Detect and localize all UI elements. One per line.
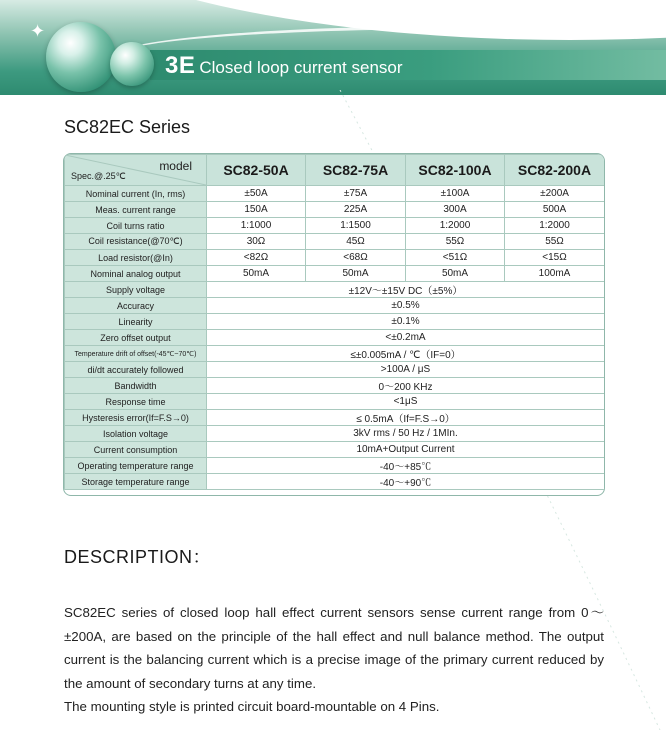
description-paragraph: SC82EC series of closed loop hall effect current sensors sense current range from 0～±200A, are based on the principle of the hall effect and null balance method. The output current is the balancing current which is a precise image of the primary current reduced by the amount of secondary turns at any time. xyxy=(64,605,604,691)
spec-value: 55Ω xyxy=(406,234,505,250)
spec-value: 45Ω xyxy=(306,234,406,250)
param-label: Current consumption xyxy=(65,442,207,458)
table-row xyxy=(65,298,605,314)
spec-value: ±75A xyxy=(306,186,406,202)
spec-value: ≤ 0.5mA（If=F.S→0） xyxy=(207,410,605,426)
table-row xyxy=(65,266,605,282)
spec-value: ±100A xyxy=(406,186,505,202)
spec-value: <51Ω xyxy=(406,250,505,266)
table-row xyxy=(65,410,605,426)
param-label: Nominal analog output xyxy=(65,266,207,282)
param-label: Linearity xyxy=(65,314,207,330)
spec-value: 1:2000 xyxy=(406,218,505,234)
table-row xyxy=(65,442,605,458)
table-row xyxy=(65,186,605,202)
table-row xyxy=(65,362,605,378)
param-label: Load resistor(@In) xyxy=(65,250,207,266)
spec-value: 1:1000 xyxy=(207,218,306,234)
series-title: SC82EC Series xyxy=(64,117,191,137)
param-label: Isolation voltage xyxy=(65,426,207,442)
table-row xyxy=(65,458,605,474)
spec-value: <82Ω xyxy=(207,250,306,266)
spec-value: -40～+90℃ xyxy=(207,474,605,490)
param-label: Coil resistance(@70℃) xyxy=(65,234,207,250)
model-header: SC82-200A xyxy=(505,155,605,186)
spec-value: ±0.1% xyxy=(207,314,605,330)
table-row xyxy=(65,426,605,442)
spec-value: 10mA+Output Current xyxy=(207,442,605,458)
param-label: Bandwidth xyxy=(65,378,207,394)
table-row xyxy=(65,282,605,298)
spec-value: ±12V～±15V DC（±5%） xyxy=(207,282,605,298)
header-banner xyxy=(0,0,666,95)
spec-value: ±50A xyxy=(207,186,306,202)
param-label: Storage temperature range xyxy=(65,474,207,490)
sparkle-icon: ✦ xyxy=(30,21,46,41)
spec-value: 50mA xyxy=(406,266,505,282)
spec-value: ±200A xyxy=(505,186,605,202)
header-code: 3E xyxy=(165,52,196,79)
spec-value: <1μS xyxy=(207,394,605,410)
table-corner-cell xyxy=(65,155,207,186)
spec-value: 300A xyxy=(406,202,505,218)
param-label: Nominal current (In, rms) xyxy=(65,186,207,202)
model-header: SC82-100A xyxy=(406,155,505,186)
table-row xyxy=(65,234,605,250)
header-title xyxy=(165,52,403,80)
table-row xyxy=(65,378,605,394)
spec-value: ≤±0.005mA / ℃（IF=0） xyxy=(207,346,605,362)
table-row xyxy=(65,218,605,234)
table-row xyxy=(65,314,605,330)
corner-spec-label: Spec.@.25℃ xyxy=(71,171,126,181)
table-row xyxy=(65,202,605,218)
spec-value: 500A xyxy=(505,202,605,218)
spec-value: <15Ω xyxy=(505,250,605,266)
param-label: Response time xyxy=(65,394,207,410)
spec-value: -40～+85℃ xyxy=(207,458,605,474)
param-label: Accuracy xyxy=(65,298,207,314)
model-header: SC82-50A xyxy=(207,155,306,186)
table-row xyxy=(65,346,605,362)
param-label: Hysteresis error(If=F.S→0) xyxy=(65,410,207,426)
spec-value: <68Ω xyxy=(306,250,406,266)
spec-value: 225A xyxy=(306,202,406,218)
description-heading: DESCRIPTION： xyxy=(64,547,212,567)
spec-value: 150A xyxy=(207,202,306,218)
model-header: SC82-75A xyxy=(306,155,406,186)
sphere-small-icon xyxy=(110,42,154,86)
param-label: Coil turns ratio xyxy=(65,218,207,234)
table-header-row xyxy=(65,155,605,186)
table-row xyxy=(65,394,605,410)
param-label: Zero offset output xyxy=(65,330,207,346)
corner-model-label: model xyxy=(159,159,192,173)
spec-value: 1:2000 xyxy=(505,218,605,234)
spec-value: 100mA xyxy=(505,266,605,282)
spec-table-grid xyxy=(64,154,605,490)
param-label: Operating temperature range xyxy=(65,458,207,474)
param-label: Supply voltage xyxy=(65,282,207,298)
spec-value: 0～200 KHz xyxy=(207,378,605,394)
spec-value: 30Ω xyxy=(207,234,306,250)
spec-value: 55Ω xyxy=(505,234,605,250)
description-body xyxy=(64,601,604,719)
spec-value: ±0.5% xyxy=(207,298,605,314)
spec-value: 50mA xyxy=(306,266,406,282)
spec-value: 1:1500 xyxy=(306,218,406,234)
table-row xyxy=(65,330,605,346)
spec-value: 50mA xyxy=(207,266,306,282)
spec-value: >100A / μS xyxy=(207,362,605,378)
sphere-logo-icon xyxy=(46,22,116,92)
spec-value: <±0.2mA xyxy=(207,330,605,346)
param-label: di/dt accurately followed xyxy=(65,362,207,378)
param-label: Temperature drift of offset(-45℃~70℃) xyxy=(65,346,207,362)
table-row xyxy=(65,250,605,266)
header-title-text: Closed loop current sensor xyxy=(199,58,403,77)
description-paragraph: The mounting style is printed circuit board-mountable on 4 Pins. xyxy=(64,699,440,714)
table-row xyxy=(65,474,605,490)
spec-value: 3kV rms / 50 Hz / 1MIn. xyxy=(207,426,605,442)
param-label: Meas. current range xyxy=(65,202,207,218)
spec-table xyxy=(63,153,605,496)
